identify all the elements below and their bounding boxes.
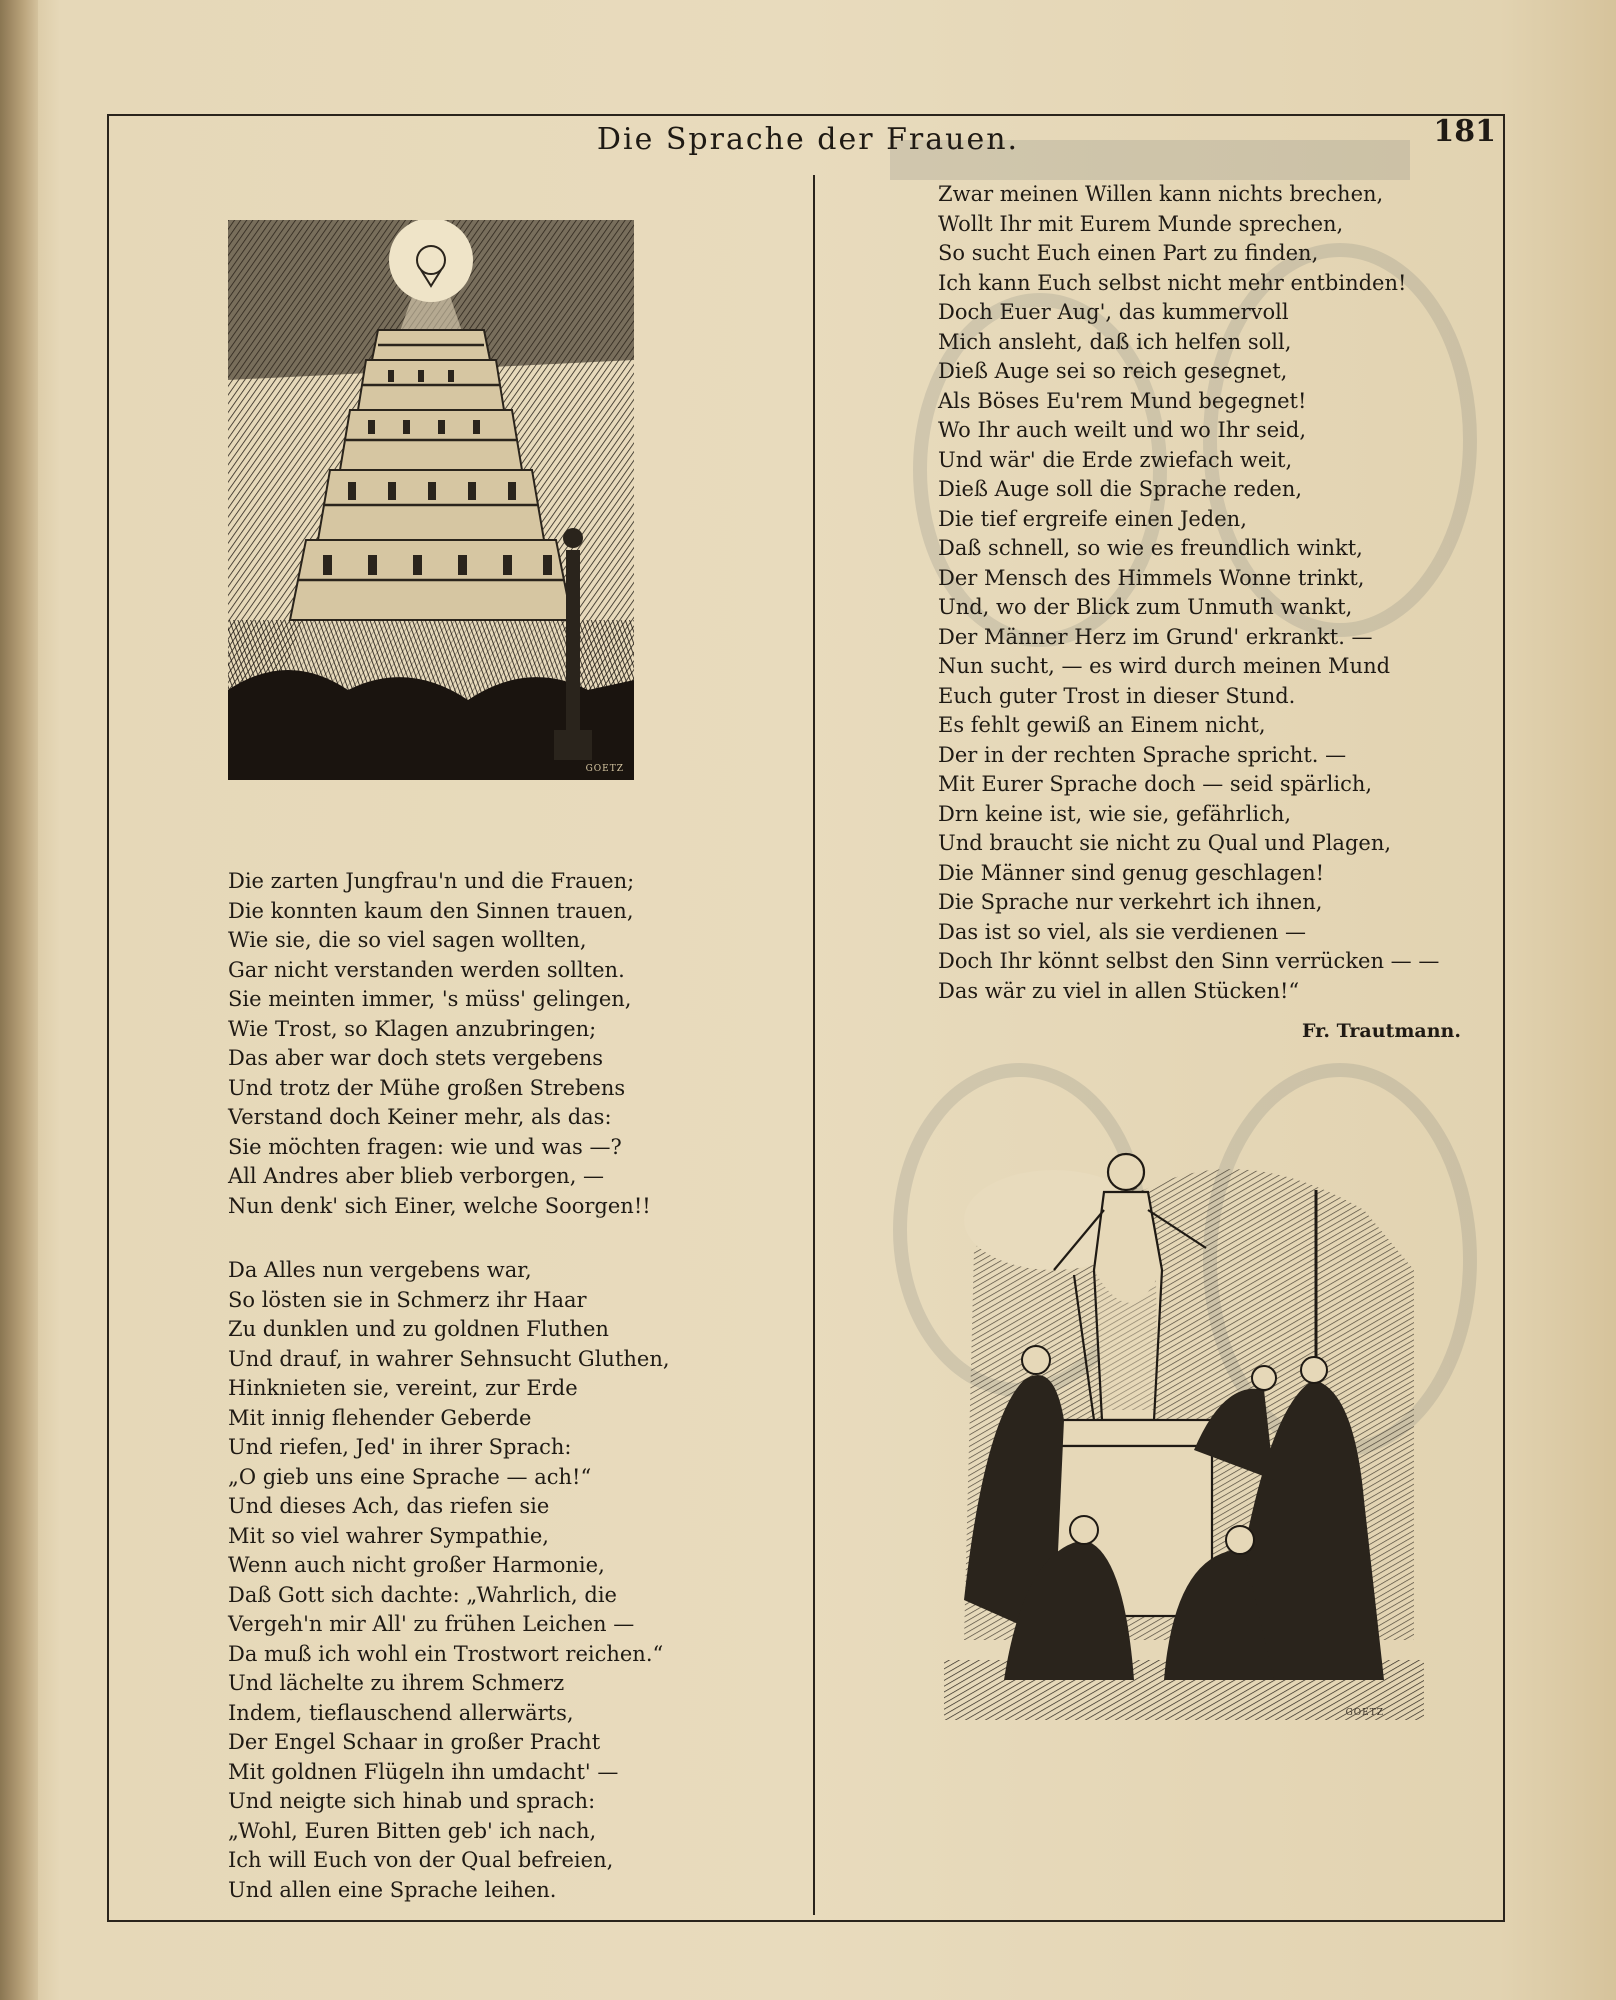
poem-line: Vergeh'n mir All' zu frühen Leichen — bbox=[228, 1612, 635, 1636]
poem-line: Die tief ergreife einen Jeden, bbox=[938, 506, 1247, 531]
poem-line: „Wohl, Euren Bitten geb' ich nach, bbox=[228, 1818, 597, 1843]
poem-line: Doch Ihr könnt selbst den Sinn verrücken — — bbox=[938, 949, 1440, 973]
statue-of-women-illustration bbox=[944, 1120, 1424, 1720]
poem-stanza-3 bbox=[938, 180, 1439, 1006]
poem-stanza-2 bbox=[228, 1256, 670, 1905]
poem-line: Nun denk' sich Einer, welche Soorgen!! bbox=[228, 1193, 651, 1218]
poem-line: Nun sucht, — es wird durch meinen Mund bbox=[938, 654, 1391, 678]
poem-line: Und riefen, Jed' in ihrer Sprach: bbox=[228, 1435, 572, 1459]
poem-line: Und trotz der Mühe großen Strebens bbox=[228, 1075, 626, 1100]
poem-line: Und allen eine Sprache leihen. bbox=[228, 1877, 557, 1902]
poem-line: Wie Trost, so Klagen anzubringen; bbox=[228, 1016, 597, 1041]
poem-line: Es fehlt gewiß an Einem nicht, bbox=[938, 713, 1266, 737]
poem-line: Als Böses Eu'rem Mund begegnet! bbox=[938, 388, 1307, 413]
poem-line: Der Männer Herz im Grund' erkrankt. — bbox=[938, 624, 1373, 649]
poem-line: Drn keine ist, wie sie, gefährlich, bbox=[938, 801, 1292, 826]
poem-line: Und neigte sich hinab und sprach: bbox=[228, 1789, 596, 1813]
book-binding-edge bbox=[0, 0, 38, 2000]
poem-line: Zwar meinen Willen kann nichts brechen, bbox=[938, 182, 1384, 206]
poem-line: Ich will Euch von der Qual befreien, bbox=[228, 1848, 614, 1872]
poem-line: Und wär' die Erde zwiefach weit, bbox=[938, 447, 1293, 472]
poem-line: Zu dunklen und zu goldnen Fluthen bbox=[228, 1317, 609, 1341]
poem-line: Sie meinten immer, 's müss' gelingen, bbox=[228, 987, 632, 1011]
poem-line: Die konnten kaum den Sinnen trauen, bbox=[228, 898, 634, 923]
page-number: 181 bbox=[1433, 114, 1496, 149]
poem-line: Sie möchten fragen: wie und was —? bbox=[228, 1134, 622, 1159]
poem-line: Daß schnell, so wie es freundlich winkt, bbox=[938, 536, 1363, 560]
poem-line: Ich kann Euch selbst nicht mehr entbinden! bbox=[938, 270, 1407, 295]
artist-signature: GOETZ bbox=[1345, 1708, 1384, 1718]
poem-line: Mit Eurer Sprache doch — seid spärlich, bbox=[938, 772, 1373, 796]
poem-line: Verstand doch Keiner mehr, als das: bbox=[228, 1105, 612, 1129]
poem-line: Das wär zu viel in allen Stücken!“ bbox=[938, 978, 1300, 1003]
page-title: Die Sprache der Frauen. bbox=[596, 122, 1020, 157]
poem-stanza-1 bbox=[228, 867, 651, 1221]
poem-line: So lösten sie in Schmerz ihr Haar bbox=[228, 1287, 587, 1312]
poem-line: Das aber war doch stets vergebens bbox=[228, 1046, 604, 1070]
poem-line: Die Männer sind genug geschlagen! bbox=[938, 860, 1325, 885]
tower-of-babel-illustration bbox=[228, 220, 634, 780]
poem-line: Die Sprache nur verkehrt ich ihnen, bbox=[938, 890, 1323, 914]
poem-line: Der in der rechten Sprache spricht. — bbox=[938, 742, 1347, 767]
poem-line: Der Engel Schaar in großer Pracht bbox=[228, 1730, 601, 1754]
poem-line: Daß Gott sich dachte: „Wahrlich, die bbox=[228, 1582, 617, 1607]
column-divider bbox=[813, 175, 815, 1915]
poem-line: Da Alles nun vergebens war, bbox=[228, 1258, 532, 1282]
poem-line: Der Mensch des Himmels Wonne trinkt, bbox=[938, 565, 1365, 590]
poem-line: Doch Euer Aug', das kummervoll bbox=[938, 300, 1289, 324]
poem-line: Und braucht sie nicht zu Qual und Plagen, bbox=[938, 831, 1392, 855]
poem-line: Wenn auch nicht großer Harmonie, bbox=[228, 1553, 605, 1577]
poem-line: Dieß Auge sei so reich gesegnet, bbox=[938, 359, 1288, 383]
poem-line: So sucht Euch einen Part zu finden, bbox=[938, 241, 1319, 265]
poem-line: Mit innig flehender Geberde bbox=[228, 1405, 532, 1430]
poem-line: All Andres aber blieb verborgen, — bbox=[228, 1164, 605, 1188]
poem-line: Euch guter Trost in dieser Stund. bbox=[938, 683, 1296, 708]
poem-line: Wo Ihr auch weilt und wo Ihr seid, bbox=[938, 418, 1307, 442]
poem-line: „O gieb uns eine Sprache — ach!“ bbox=[228, 1464, 592, 1489]
poem-line: Und drauf, in wahrer Sehnsucht Gluthen, bbox=[228, 1346, 670, 1371]
poem-line: Und lächelte zu ihrem Schmerz bbox=[228, 1671, 565, 1695]
poem-line: Gar nicht verstanden werden sollten. bbox=[228, 957, 625, 982]
author-signature: Fr. Trautmann. bbox=[1302, 1020, 1461, 1042]
poem-line: Dieß Auge soll die Sprache reden, bbox=[938, 477, 1303, 501]
artist-signature: GOETZ bbox=[585, 764, 624, 774]
poem-line: Wollt Ihr mit Eurem Munde sprechen, bbox=[938, 211, 1344, 236]
poem-line: Hinknieten sie, vereint, zur Erde bbox=[228, 1376, 578, 1400]
poem-line: Wie sie, die so viel sagen wollten, bbox=[228, 928, 587, 952]
poem-line: Und dieses Ach, das riefen sie bbox=[228, 1494, 550, 1518]
poem-line: Mit so viel wahrer Sympathie, bbox=[228, 1523, 549, 1548]
poem-line: Mich ansleht, daß ich helfen soll, bbox=[938, 329, 1292, 354]
poem-line: Das ist so viel, als sie verdienen — bbox=[938, 919, 1306, 944]
poem-line: Indem, tieflauschend allerwärts, bbox=[228, 1700, 574, 1725]
poem-line: Mit goldnen Flügeln ihn umdacht' — bbox=[228, 1759, 619, 1784]
poem-line: Die zarten Jungfrau'n und die Frauen; bbox=[228, 869, 635, 893]
poem-line: Und, wo der Blick zum Unmuth wankt, bbox=[938, 595, 1353, 619]
poem-line: Da muß ich wohl ein Trostwort reichen.“ bbox=[228, 1641, 664, 1666]
